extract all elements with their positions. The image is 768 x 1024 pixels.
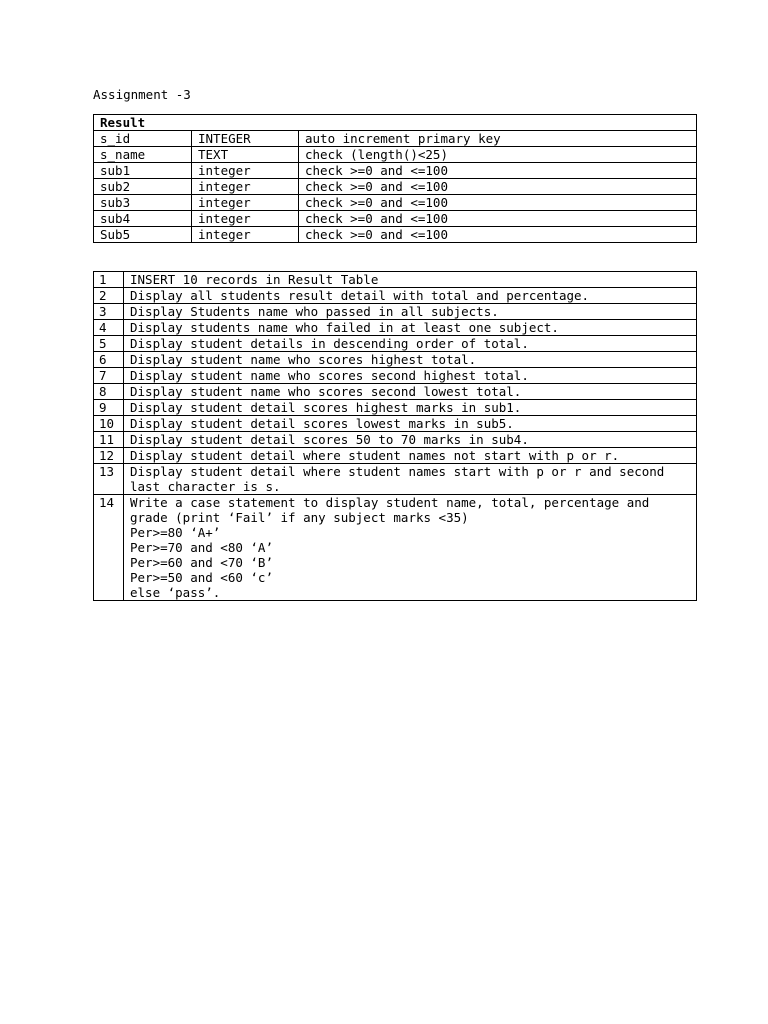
schema-row — [94, 227, 697, 243]
task-row — [94, 495, 697, 601]
task-row — [94, 272, 697, 288]
schema-field-name: Sub5 — [94, 227, 192, 243]
task-text-line: Per>=70 and <80 ‘A’ — [130, 540, 273, 555]
task-number: 2 — [94, 288, 124, 304]
schema-field-name: s_name — [94, 147, 192, 163]
schema-field-name: sub2 — [94, 179, 192, 195]
task-text-line: Per>=60 and <70 ‘B’ — [130, 555, 273, 570]
task-text — [124, 368, 697, 384]
task-row — [94, 400, 697, 416]
schema-row — [94, 179, 697, 195]
task-row — [94, 384, 697, 400]
schema-row — [94, 131, 697, 147]
task-row — [94, 432, 697, 448]
task-text — [124, 495, 697, 601]
task-number: 5 — [94, 336, 124, 352]
schema-field-name: sub1 — [94, 163, 192, 179]
schema-field-type: integer — [192, 179, 299, 195]
task-text — [124, 352, 697, 368]
schema-field-constraint: check >=0 and <=100 — [299, 195, 697, 211]
task-text-line: Display student detail scores lowest marks in sub5. — [130, 416, 514, 431]
task-text-line: Display all students result detail with total and percentage. — [130, 288, 590, 303]
schema-field-name: s_id — [94, 131, 192, 147]
task-number: 6 — [94, 352, 124, 368]
schema-field-constraint: auto increment primary key — [299, 131, 697, 147]
task-text — [124, 272, 697, 288]
task-text-line: else ‘pass’. — [130, 585, 221, 600]
task-text-line: Display student name who scores second highest total. — [130, 368, 529, 383]
task-text — [124, 464, 697, 495]
task-text-line: grade (print ‘Fail’ if any subject marks <35) — [130, 510, 469, 525]
task-text-line: Display Students name who passed in all subjects. — [130, 304, 499, 319]
schema-table-name: Result — [94, 115, 697, 131]
result-schema-table — [93, 114, 697, 243]
task-number: 12 — [94, 448, 124, 464]
task-text — [124, 320, 697, 336]
task-row — [94, 304, 697, 320]
task-number: 8 — [94, 384, 124, 400]
task-number: 3 — [94, 304, 124, 320]
schema-field-constraint: check >=0 and <=100 — [299, 163, 697, 179]
task-row — [94, 368, 697, 384]
task-text-line: last character is s. — [130, 479, 281, 494]
schema-field-type: TEXT — [192, 147, 299, 163]
schema-field-constraint: check >=0 and <=100 — [299, 211, 697, 227]
task-text-line: Display student detail where student names start with p or r and second — [130, 464, 665, 479]
task-row — [94, 352, 697, 368]
task-number: 10 — [94, 416, 124, 432]
schema-field-name: sub4 — [94, 211, 192, 227]
task-text-line: INSERT 10 records in Result Table — [130, 272, 379, 287]
task-number: 11 — [94, 432, 124, 448]
task-row — [94, 416, 697, 432]
task-number: 1 — [94, 272, 124, 288]
task-number: 9 — [94, 400, 124, 416]
task-text-line: Display student detail where student names not start with p or r. — [130, 448, 620, 463]
task-text-line: Display student detail scores 50 to 70 marks in sub4. — [130, 432, 529, 447]
task-number: 14 — [94, 495, 124, 601]
task-number: 7 — [94, 368, 124, 384]
schema-row — [94, 195, 697, 211]
task-number: 4 — [94, 320, 124, 336]
schema-row — [94, 211, 697, 227]
schema-field-type: integer — [192, 163, 299, 179]
task-text — [124, 288, 697, 304]
task-text-line: Display student detail scores highest marks in sub1. — [130, 400, 522, 415]
schema-row — [94, 147, 697, 163]
task-text-line: Display student details in descending order of total. — [130, 336, 529, 351]
task-text-line: Display student name who scores highest total. — [130, 352, 477, 367]
tasks-table — [93, 271, 697, 601]
task-row — [94, 464, 697, 495]
task-text — [124, 448, 697, 464]
task-text — [124, 384, 697, 400]
schema-field-type: integer — [192, 211, 299, 227]
task-text-line: Write a case statement to display student name, total, percentage and — [130, 495, 650, 510]
task-text — [124, 336, 697, 352]
task-text — [124, 432, 697, 448]
task-text-line: Display student name who scores second lowest total. — [130, 384, 522, 399]
schema-field-constraint: check (length()<25) — [299, 147, 697, 163]
task-text — [124, 416, 697, 432]
task-text-line: Per>=50 and <60 ‘c’ — [130, 570, 273, 585]
task-text-line: Per>=80 ‘A+’ — [130, 525, 221, 540]
task-text-line: Display students name who failed in at least one subject. — [130, 320, 559, 335]
task-row — [94, 288, 697, 304]
schema-field-name: sub3 — [94, 195, 192, 211]
task-row — [94, 336, 697, 352]
task-number: 13 — [94, 464, 124, 495]
task-text — [124, 400, 697, 416]
task-row — [94, 448, 697, 464]
schema-field-type: integer — [192, 195, 299, 211]
document-title: Assignment -3 — [93, 87, 191, 102]
task-text — [124, 304, 697, 320]
schema-field-type: integer — [192, 227, 299, 243]
schema-field-constraint: check >=0 and <=100 — [299, 227, 697, 243]
schema-field-type: INTEGER — [192, 131, 299, 147]
schema-field-constraint: check >=0 and <=100 — [299, 179, 697, 195]
task-row — [94, 320, 697, 336]
schema-row — [94, 163, 697, 179]
schema-caption-row — [94, 115, 697, 131]
